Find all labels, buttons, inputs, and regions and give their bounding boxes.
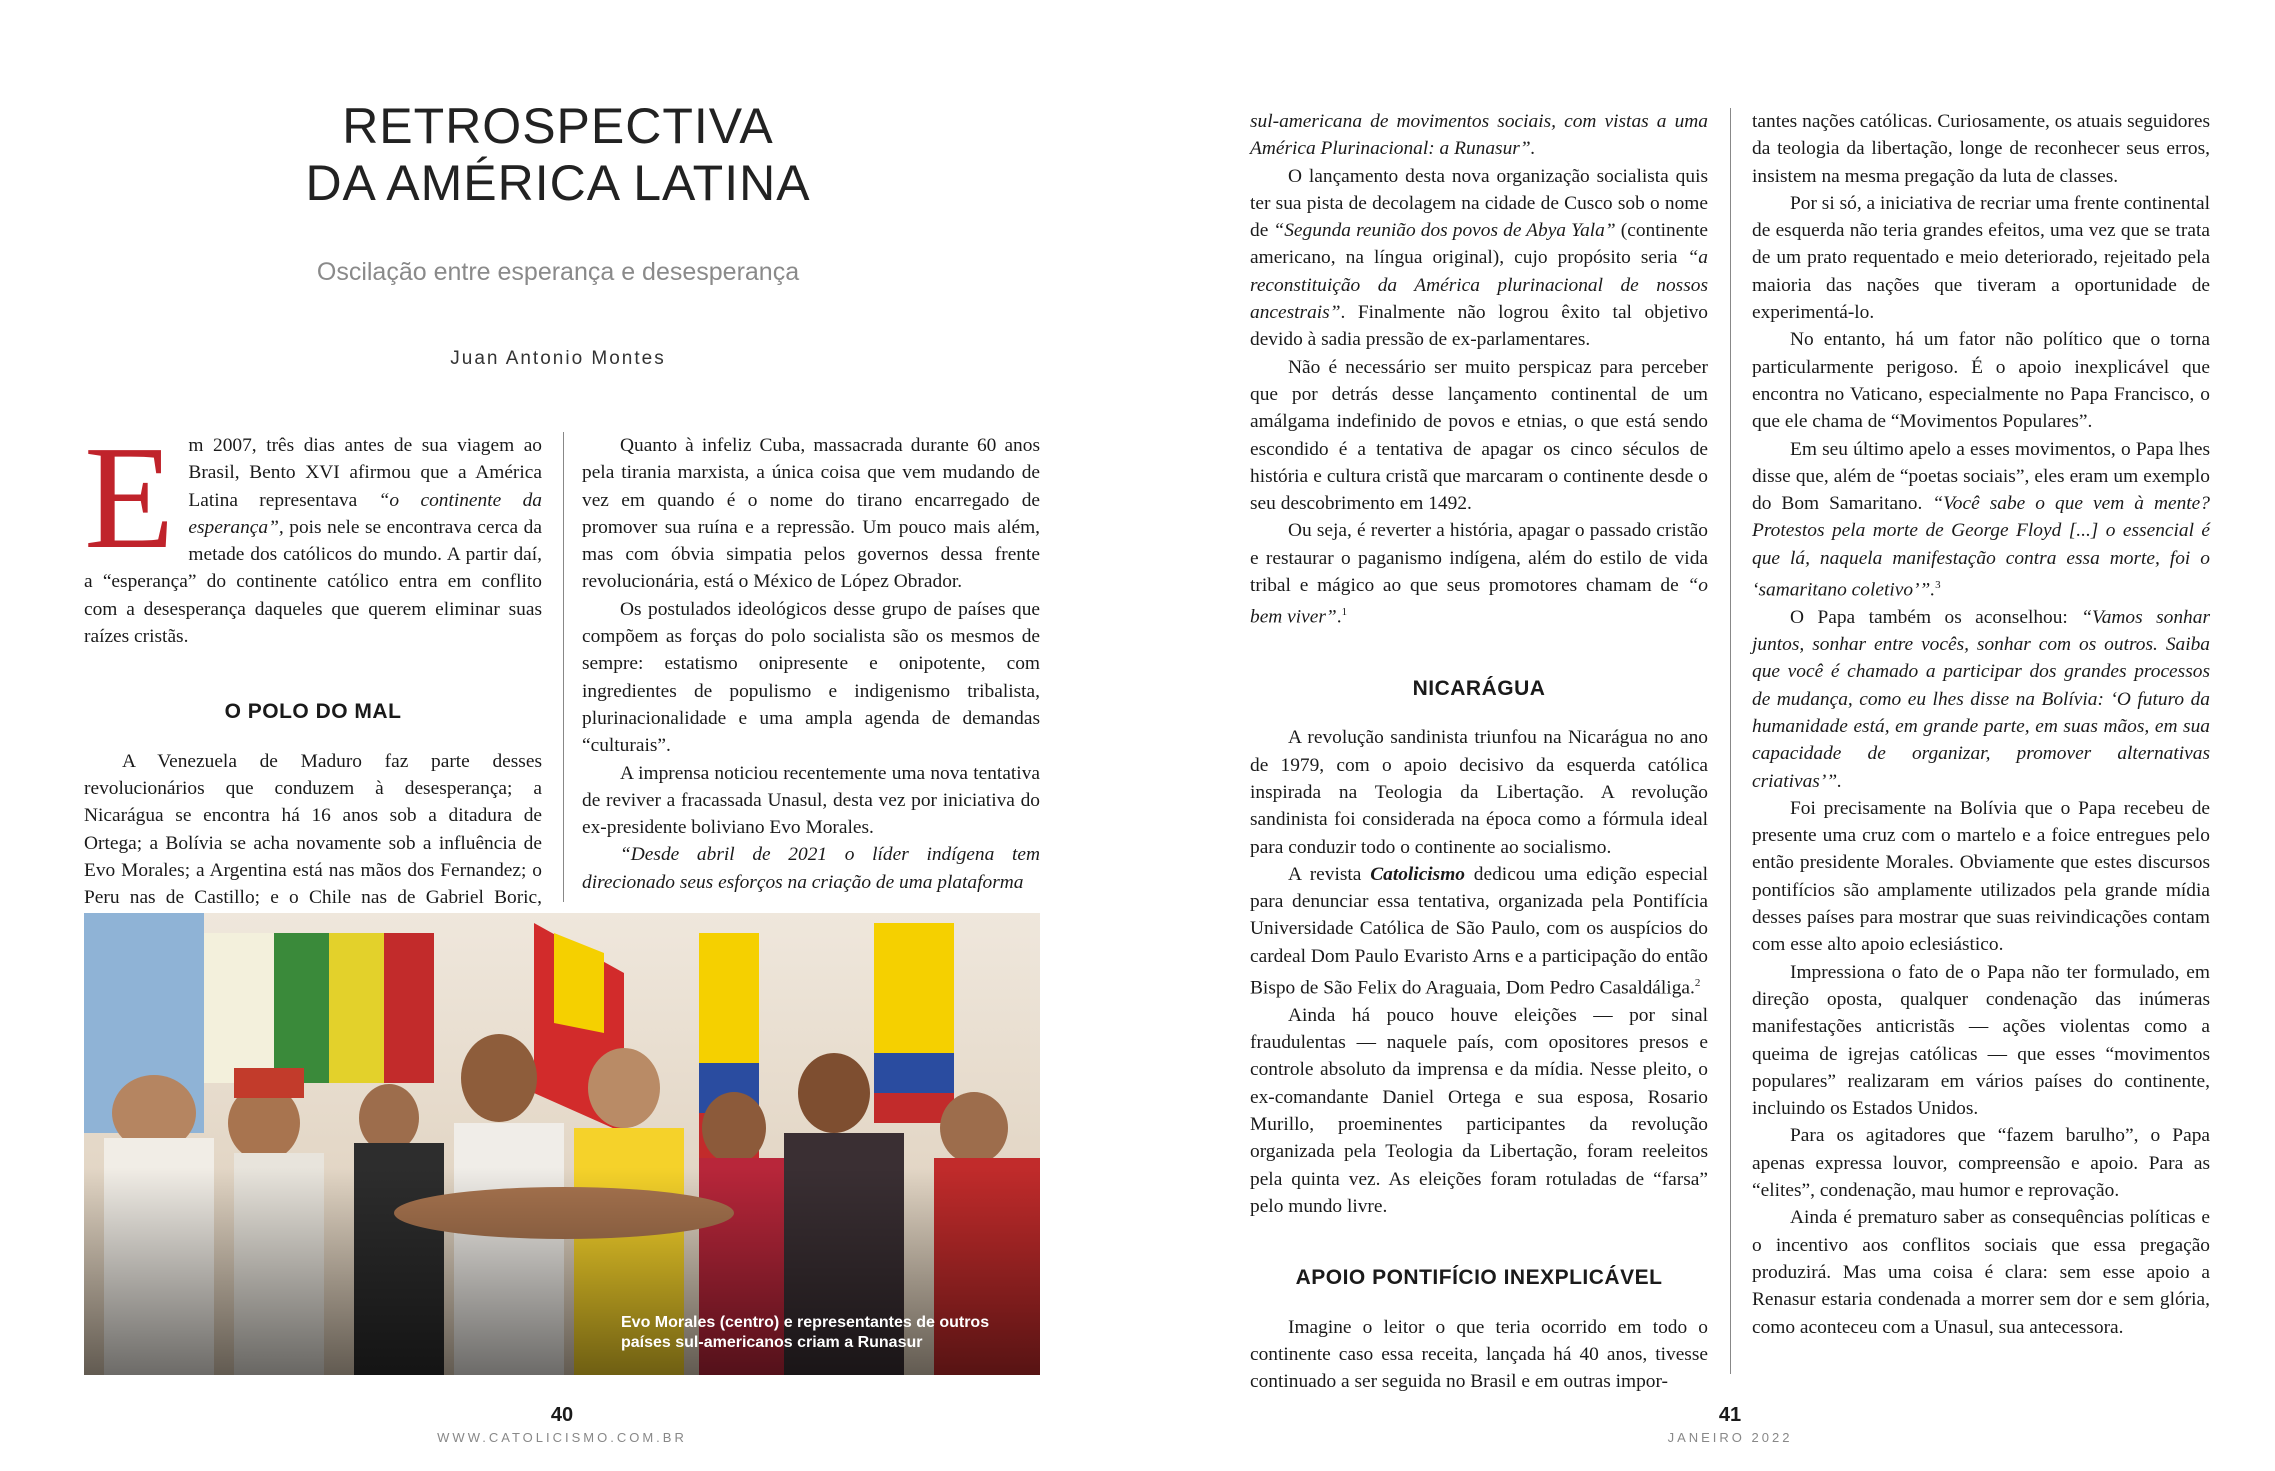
paragraph: Em seu último apelo a esses movimentos, o Papa lhes disse que, além de “poetas sociais”, eles eram um exemplo do Bom Samaritano. “Você sabe o que vem à mente? Protestos pela morte de George Floyd [...] o essencial é que lá, naquela manifestação contra essa morte, foi o ‘samaritano coletivo’”.$^3$ [1752, 438, 2210, 601]
paragraph: Ou seja, é reverter a história, apagar o passado cristão e restaurar o paganismo indígena, além do estilo de vida tribal e mágico ao que seus promotores chamam de “o bem viver”.$^1$ [1250, 520, 1708, 628]
group-photo [84, 913, 1040, 1375]
paragraph: Quanto à infeliz Cuba, massacrada durante 60 anos pela tirania marxista, a única coisa que vem mudando de vez em quando é o nome do tirano encarregado de promover sua ruína e a repressão. Um pouco mais além, mas com óbvia simpatia pelos governos dessa frente revolucionária, está o México de López Obrador. [582, 435, 1040, 593]
paragraph: Impressiona o fato de o Papa não ter formulado, em direção oposta, qualquer condenação das inúmeras manifestações anticristãs — ações violentas como a queima de igrejas católicas — que esses “movimentos populares” realizaram em vários países do continente, incluindo os Estados Unidos. [1752, 961, 2210, 1120]
photo-caption: Evo Morales (centro) e representantes de outros países sul-americanos criam a Runasur [621, 1314, 990, 1351]
magazine-name: Catolicismo [1370, 863, 1466, 885]
website-url: WWW.CATOLICISMO.COM.BR [437, 1430, 687, 1445]
paragraph: A revista Catolicismo dedicou uma edição especial para denunciar essa tentativa, organizada pela Pontifícia Universidade Católica de São Paulo, com os auspícios do cardeal Dom Paulo Evaristo Arns e a participação do então Bispo de São Felix do Araguaia, Dom Pedro Casaldáliga.$^2$ [1250, 863, 1708, 999]
paragraph: sul-americana de movimentos sociais, com vistas a uma América Plurinacional: a Runasur”. [1250, 111, 1708, 160]
photo-illustration [84, 913, 1040, 1375]
paragraph: Por si só, a iniciativa de recriar uma frente continental de esquerda não teria grandes efeitos, uma vez que se trata de um prato requentado e meio deteriorado, rejeitado pela maioria das nações que tiveram a oportunidade de experimentá-lo. [1752, 192, 2210, 324]
column-divider [563, 432, 564, 902]
column-3 [1250, 108, 1708, 1395]
paragraph: Ainda é prematuro saber as consequências políticas e o incentivo aos conflitos sociais que essa pregação produzirá. Mas uma coisa é clara: sem esse apoio a Renasur estaria condenada a morrer sem dor e sem glória, como aconteceu com a Unasul, sua antecessora. [1752, 1207, 2210, 1338]
issue-date: JANEIRO 2022 [1667, 1430, 1793, 1445]
paragraph: Para os agitadores que “fazem barulho”, o Papa apenas expressa louvor, compreensão e apoio. Para as “elites”, condenação, mau humor e reprovação. [1752, 1125, 2210, 1202]
footnote-ref: 1 [1341, 606, 1348, 619]
paragraph: Imagine o leitor o que teria ocorrido em todo o continente caso essa receita, lançada há 40 anos, tivesse continuado a ser seguida no Brasil e em outras impor- [1250, 1316, 1708, 1393]
footnote-ref: 3 [1935, 579, 1941, 592]
paragraph: tantes nações católicas. Curiosamente, os atuais seguidores da teologia da libertação, longe de reconhecer seus erros, insistem na mesma pregação da luta de classes. [1752, 111, 2210, 187]
paragraph: A Venezuela de Maduro faz parte desses revolucionários que conduzem à desesperança; a Nicarágua se encontra há 16 anos sob a ditadura de Ortega; a Bolívia se acha novamente sob a influência de Evo Morales; a Argentina está nas mãos dos Fernandez; o Peru nas de Castillo; e o Chile nas de Gabriel Boric, [84, 750, 542, 909]
title-line-1: RETROSPECTIVA [342, 98, 774, 154]
paragraph: O Papa também os aconselhou: “Vamos sonhar juntos, sonhar entre vocês, sonhar com os outros. Saiba que você é chamado a participar dos grandes processos de mudança, como eu lhes disse na Bolívia: ‘O futuro da humanidade está, em grande parte, em suas mãos, em sua capacidade de organizar, promover alternativas criativas’”. [1752, 606, 2210, 792]
column-2 [582, 432, 1040, 896]
paragraph: O lançamento desta nova organização socialista quis ter sua pista de decolagem na cidade de Cusco sob o nome de “Segunda reunião dos povos de Abya Yala” (continente americano, na língua original), cujo propósito seria “a reconstituição da América plurinacional de nossos ancestrais”. Finalmente não logrou êxito tal objetivo devido à sadia pressão de ex-parlamentares. [1250, 165, 1708, 351]
article-title [84, 98, 1032, 212]
column-4 [1752, 108, 2210, 1341]
page-number-left: 40 [550, 1404, 574, 1426]
paragraph: Não é necessário ser muito perspicaz para perceber que por detrás desse lançamento continental de um amálgama indefinido de povos e etnias, o que está sendo escondido é a tentativa de apagar os cinco séculos de história e cultura cristã que marcaram o continente desde o seu descobrimento em 1492. [1250, 356, 1708, 515]
page-number-right: 41 [1718, 1404, 1742, 1426]
article-author: Juan Antonio Montes [450, 348, 666, 369]
intro-paragraph: Em 2007, três dias antes de sua viagem ao Brasil, Bento XVI afirmou que a América Latina representava “o continente da esperança”, pois nele se encontrava cerca da metade dos católicos do mundo. A partir daí, a “esperança” do continente católico entra em conflito com a desesperança daqueles que querem eliminar suas raízes cristãs. [84, 416, 542, 648]
article-subtitle: Oscilação entre esperança e desesperança [316, 258, 800, 286]
drop-cap: E [84, 416, 175, 580]
paragraph: “Desde abril de 2021 o líder indígena tem direcionado seus esforços na criação de uma plataforma [582, 844, 1040, 893]
section-heading-apoio: APOIO PONTIFÍCIO INEXPLICÁVEL [1295, 1266, 1663, 1290]
section-heading-nicaragua: NICARÁGUA [1412, 677, 1546, 701]
paragraph: Os postulados ideológicos desse grupo de países que compõem as forças do polo socialista são os mesmos de sempre: estatismo onipresente e onipotente, com ingredientes de populismo e indigenismo tribalista, plurinacionalidade e uma ampla agenda de demandas “culturais”. [582, 598, 1040, 757]
paragraph: A revolução sandinista triunfou na Nicarágua no ano de 1979, com o apoio decisivo da esquerda católica inspirada na Teologia da Libertação. A revolução sandinista foi considerada na época como a fórmula ideal para conduzir todo o continente ao socialismo. [1250, 727, 1708, 858]
paragraph: No entanto, há um fator não político que o torna particularmente perigoso. É o apoio inexplicável que encontra no Vaticano, especialmente no Papa Francisco, o que ele chama de “Movimentos Populares”. [1752, 329, 2210, 433]
section-heading-polo: O POLO DO MAL [224, 700, 402, 724]
paragraph: A imprensa noticiou recentemente uma nova tentativa de reviver a fracassada Unasul, desta vez por iniciativa do ex-presidente boliviano Evo Morales. [582, 762, 1040, 839]
paragraph: Ainda há pouco houve eleições — por sinal fraudulentas — naquele país, com opositores presos e controle absoluto da imprensa e da mídia. Nesse pleito, o ex-comandante Daniel Ortega e sua esposa, Rosario Murillo, proeminentes participantes da revolução organizada pela Teologia da Libertação, foram reeleitos pela quinta vez. As eleições foram rotuladas de “farsa” pelo mundo livre. [1250, 1004, 1708, 1217]
title-line-2: DA AMÉRICA LATINA [305, 155, 811, 211]
paragraph: Foi precisamente na Bolívia que o Papa recebeu de presente uma cruz com o martelo e a foice entregues pelo então presidente Morales. Obviamente que estes discursos pontifícios são amplamente utilizados pela grande mídia desses países para mostrar que suas reivindicações contam com esse alto apoio eclesiástico. [1752, 797, 2210, 956]
column-1 [84, 416, 542, 939]
column-divider [1730, 108, 1731, 1374]
footnote-ref: 2 [1694, 977, 1701, 990]
